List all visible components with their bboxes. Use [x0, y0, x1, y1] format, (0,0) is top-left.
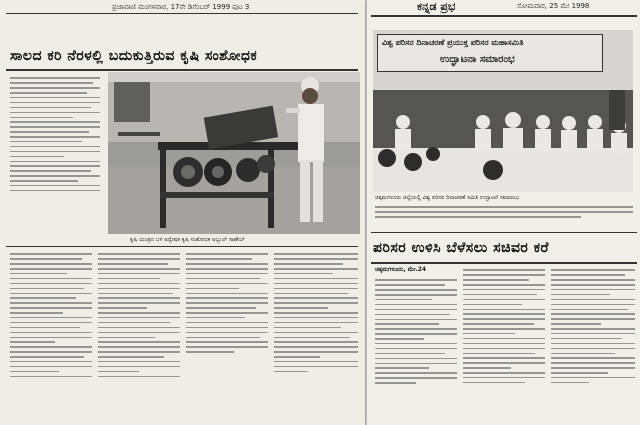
left-photo-machine — [108, 72, 360, 234]
event-banner-line1: ವಿಶ್ವ ಪರಿಸರ ದಿನಾಚರಣೆ ಪ್ರಯುಕ್ತ ಪರಿಸರ ಮಹಾಸಮಿತಿ — [382, 38, 524, 47]
right-newspaper-clipping — [367, 0, 640, 425]
left-headline: ಸಾಲದ ಕರಿ ನೆರಳಲ್ಲಿ ಬದುಕುತ್ತಿರುವ ಕೃಷಿ ಸಂಶೋಧಕ — [10, 48, 258, 64]
right-masthead-date: ಸೋಮವಾರ, 25 ಮೇ 1998 — [517, 2, 590, 10]
left-article-column-4 — [186, 250, 268, 420]
right-masthead-title: ಕನ್ನಡ ಪ್ರಭ — [417, 0, 456, 13]
right-masthead-rule — [371, 15, 637, 17]
right-article-column-3 — [551, 266, 635, 421]
left-article-column-1 — [10, 74, 100, 234]
left-article-column-3 — [98, 250, 180, 420]
right-caption-text — [375, 203, 633, 225]
right-headline-rule — [371, 262, 637, 264]
left-article-column-5 — [274, 250, 358, 420]
right-article-column-1 — [375, 276, 457, 421]
event-banner — [377, 34, 603, 72]
right-article-column-2 — [463, 266, 545, 421]
caption-rule — [6, 246, 358, 247]
event-banner-line2: ಉದ್ಘಾಟನಾ ಸಮಾರಂಭ — [440, 54, 515, 65]
right-dateline: ಚಿಕ್ಕಮಗಳೂರು, ಮೇ.24 — [375, 266, 427, 273]
left-photo-caption: ಕೃಷಿ ಯಂತ್ರದ ಬಳಿ ಅನ್ವೇಷಕ ಕೃಷಿ ಸಂಶೋಧಕ ಅಬ್ಬುಲ್ ಸಾಹೇಬ್ — [130, 237, 245, 243]
headline-rule — [6, 69, 358, 71]
left-masthead: ಪ್ರಜಾವಾಣಿ ಮಂಗಳವಾರ, 17ನೇ ಡಿಸೆಂಬರ್ 1999 ಪುಟ 3 — [112, 3, 250, 11]
right-photo-caption: ಚಿಕ್ಕಮಗಳೂರು ಜಿಲ್ಲೆಯಲ್ಲಿ ವಿಶ್ವ ಪರಿಸರ ದಿನಾಚರಣೆ ಸಮಿತಿ ಉದ್ಘಾಟನೆ ಸಮಾರಂಭ — [375, 195, 520, 201]
left-article-column-2 — [10, 250, 92, 420]
masthead-rule — [6, 13, 358, 14]
right-headline: ಪರಿಸರ ಉಳಿಸಿ ಬೆಳೆಸಲು ಸಚಿವರ ಕರೆ — [373, 240, 549, 256]
right-caption-rule — [371, 232, 637, 233]
